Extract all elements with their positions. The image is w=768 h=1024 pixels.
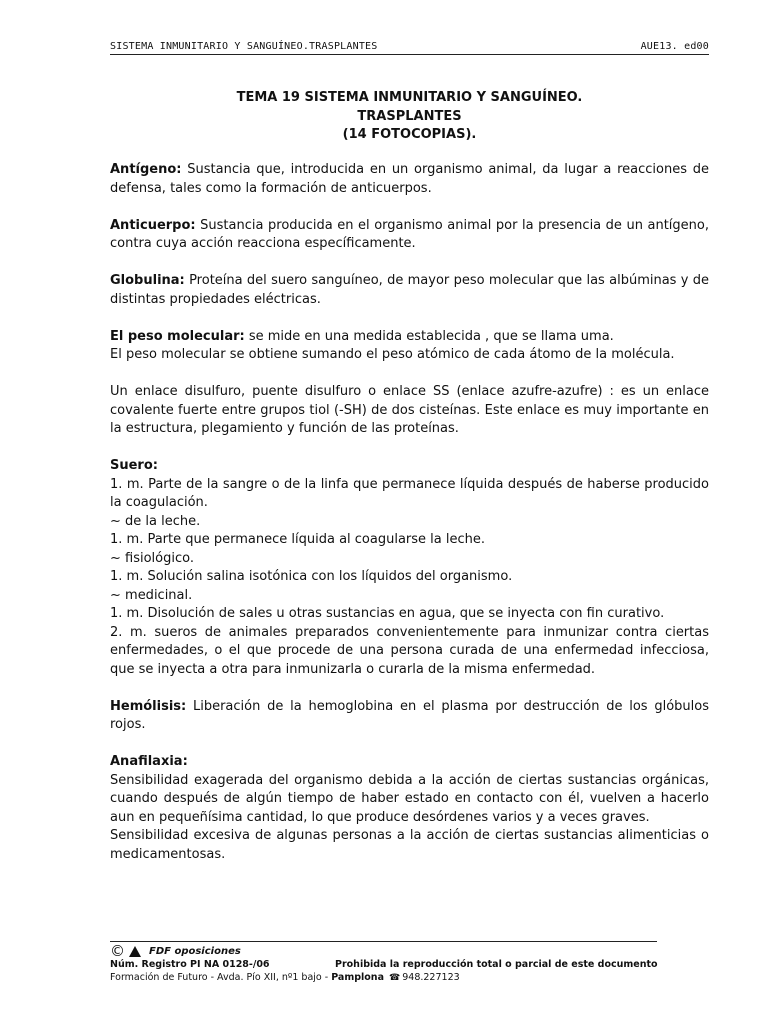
title-line-2: TRASPLANTES [357, 108, 462, 124]
header-code: AUE13. ed00 [640, 41, 709, 52]
suero-line: ~ de la leche. [110, 513, 201, 529]
definition-suero [110, 457, 709, 679]
term-text: Proteína del suero sanguíneo, de mayor peso molecular que las albúminas y de distintas propiedades eléctricas. [110, 273, 709, 307]
term-text: Sustancia que, introducida en un organismo animal, da lugar a reacciones de defensa, tales como la formación de anticuerpos. [110, 162, 709, 196]
definition-hemolisis [110, 698, 709, 735]
triangle-logo-icon [129, 946, 141, 957]
title-line-3: (14 FOTOCOPIAS). [342, 127, 477, 142]
definition-globulina [110, 272, 709, 309]
suero-line: 1. m. Parte que permanece líquida al coagularse la leche. [110, 532, 486, 547]
term-label: Anafilaxia: [110, 754, 188, 769]
phone-number: 948.227123 [402, 972, 460, 983]
anafilaxia-line: Sensibilidad excesiva de algunas personas a la acción de ciertas sustancias alimenticias o medicamentosas. [110, 828, 709, 862]
footer-divider [110, 941, 657, 942]
footer-brand [110, 944, 670, 958]
definition-peso-molecular [110, 328, 709, 365]
term-text: se mide en una medida establecida , que se llama uma. [244, 328, 614, 344]
title-line-1: TEMA 19 SISTEMA INMUNITARIO Y SANGUÍNEO. [236, 90, 583, 105]
address-city: Pamplona [331, 972, 384, 983]
suero-line: 1. m. Parte de la sangre o de la linfa que permanece líquida después de haberse producido la coagulación. [110, 476, 709, 510]
term-label: Hemólisis: [110, 698, 187, 714]
document-title [110, 89, 709, 145]
document-body [110, 161, 709, 883]
term-text: Sustancia producida en el organismo animal por la presencia de un antígeno, contra cuya acción reacciona específicamente. [110, 217, 709, 251]
definition-antigeno [110, 161, 709, 198]
term-label: Globulina: [110, 273, 185, 288]
suero-line: 2. m. sueros de animales preparados convenientemente para inmunizar contra ciertas enfermedades, o el que procede de una persona curada de una enfermedad infecciosa, que se inyecta a otra para inmunizarla o curarla de la misma enfermedad. [110, 624, 709, 677]
page-footer [110, 944, 670, 985]
definition-anticuerpo [110, 217, 709, 254]
header-title: SISTEMA INMUNITARIO Y SANGUÍNEO.TRASPLANTES [110, 41, 378, 52]
suero-line: ~ medicinal. [110, 587, 193, 603]
footer-address [110, 971, 670, 985]
suero-line: ~ fisiológico. [110, 550, 194, 566]
telephone-icon: ☎ [389, 973, 401, 983]
suero-line: 1. m. Disolución de sales u otras sustancias en agua, que se inyecta con fin curativo. [110, 606, 665, 621]
copyright-symbol: © [110, 942, 125, 960]
term-label: Suero: [110, 458, 158, 473]
copy-notice: Prohibida la reproducción total o parcial de este documento [335, 959, 658, 970]
term-label: El peso molecular: [110, 328, 245, 344]
suero-line: 1. m. Solución salina isotónica con los líquidos del organismo. [110, 569, 513, 584]
paragraph-enlace-disulfuro: Un enlace disulfuro, puente disulfuro o enlace SS (enlace azufre-azufre) : es un enlace covalente fuerte entre grupos tiol (-SH) de dos cisteínas. Este enlace es muy importante en la estructura, plegamiento y función de las proteínas. [110, 384, 709, 436]
term-text-line: El peso molecular se obtiene sumando el peso atómico de cada átomo de la molécula. [110, 347, 675, 362]
brand-name: FDF oposiciones [149, 945, 241, 957]
definition-anafilaxia [110, 753, 709, 864]
footer-registry [110, 958, 670, 971]
registry-number: Núm. Registro PI NA 0128-/06 [110, 959, 270, 970]
term-text: Liberación de la hemoglobina en el plasma por destrucción de los glóbulos rojos. [110, 698, 709, 732]
anafilaxia-line: Sensibilidad exagerada del organismo debida a la acción de ciertas sustancias orgánicas, cuando después de algún tiempo de haber estado en contacto con él, vuelven a hacerlo aun en pequeñísima cantidad, lo que produce desórdenes varios y a veces graves. [110, 772, 709, 825]
term-label: Anticuerpo: [110, 217, 196, 233]
term-label: Antígeno: [110, 162, 182, 177]
page-header [110, 41, 709, 55]
address-text: Formación de Futuro - Avda. Pío XII, nº1 bajo - [110, 972, 329, 983]
